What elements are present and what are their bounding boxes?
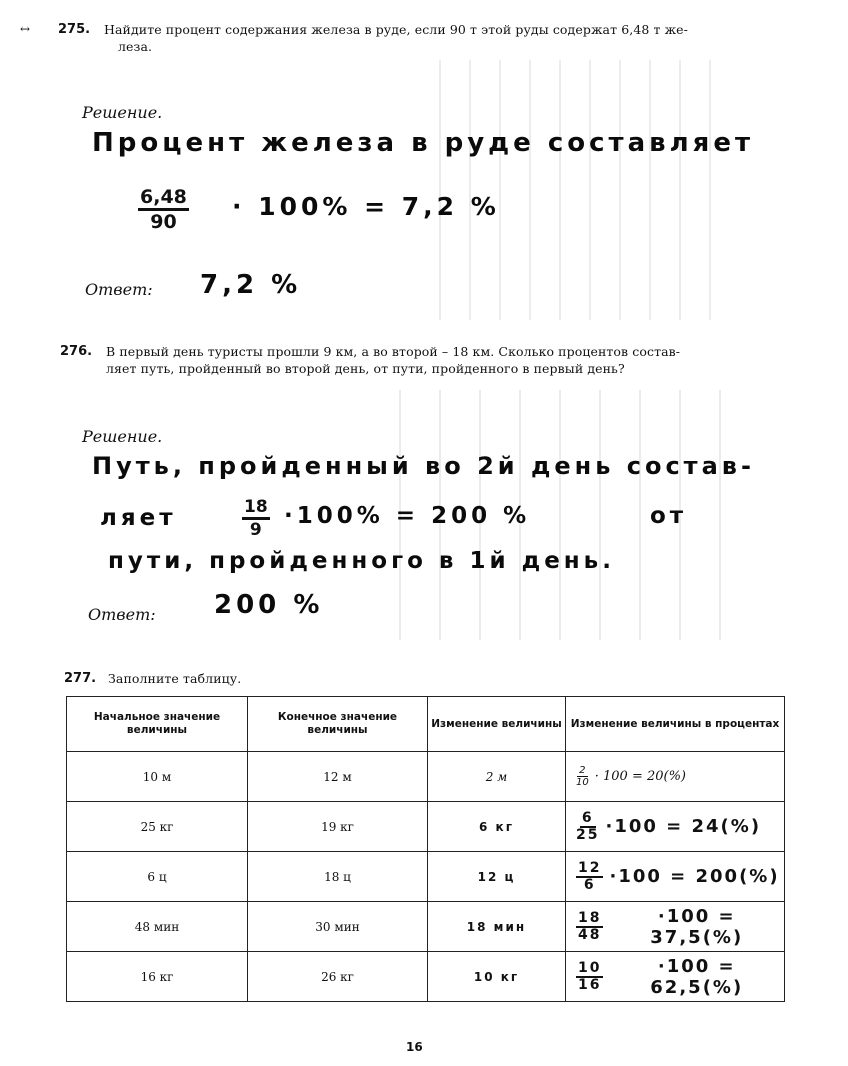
- cell-start: 10 м: [67, 752, 248, 802]
- percent-fraction: 2 10: [576, 765, 589, 788]
- task-275-text-line2: леза.: [118, 39, 153, 54]
- task-276-formula: ·100% = 200 %: [284, 503, 531, 529]
- task-276-handwritten-line1: Путь, пройденный во 2й день состав-: [92, 452, 755, 480]
- cell-end: 26 кг: [248, 952, 428, 1002]
- percent-fraction: 10 16: [578, 959, 602, 993]
- task-275-answer-value: 7,2 %: [200, 270, 302, 300]
- table-row: [67, 802, 785, 852]
- cell-end: 30 мин: [248, 902, 428, 952]
- header-change: Изменение величины: [428, 697, 566, 752]
- task-276-answer-label: Ответ:: [88, 605, 156, 624]
- task-275-solution-label: Решение.: [82, 103, 163, 122]
- cell-percent: [566, 752, 785, 802]
- table-row: [67, 752, 785, 802]
- cell-change: 6 кг: [428, 802, 566, 852]
- cell-start: 16 кг: [67, 952, 248, 1002]
- task-275-handwritten-line1: Процент железа в руде составляет: [92, 128, 755, 158]
- percent-formula: ·100 = 24(%): [605, 816, 762, 837]
- task-277-text: Заполните таблицу.: [108, 671, 242, 686]
- header-end-value: Конечное значение величины: [248, 697, 428, 752]
- values-table: [66, 696, 785, 1002]
- cell-start: 25 кг: [67, 802, 248, 852]
- task-275-fraction: [138, 186, 189, 233]
- task-276-fraction: [242, 497, 270, 540]
- cell-end: 12 м: [248, 752, 428, 802]
- task-276-solution-label: Решение.: [82, 427, 163, 446]
- task-275-number: 275.: [58, 22, 91, 37]
- cell-percent: [566, 902, 785, 952]
- header-start-value: Начальное значение величины: [67, 697, 248, 752]
- fraction-denominator: 9: [249, 520, 262, 540]
- task-276-handwritten-line2-start: ляет: [100, 505, 177, 531]
- task-275-answer-label: Ответ:: [85, 280, 153, 299]
- cell-change: 10 кг: [428, 952, 566, 1002]
- cell-start: 48 мин: [67, 902, 248, 952]
- cell-percent: [566, 802, 785, 852]
- task-276-handwritten-line3: пути, пройденного в 1й день.: [108, 548, 615, 574]
- cell-change: 12 ц: [428, 852, 566, 902]
- table-row: [67, 902, 785, 952]
- fraction-numerator: 6,48: [138, 186, 189, 211]
- header-change-percent: Изменение величины в процентах: [566, 697, 785, 752]
- cell-percent: [566, 852, 785, 902]
- task-276-text-line2: ляет путь, пройденный во второй день, от пути, пройденного в первый день?: [106, 361, 625, 376]
- percent-fraction: 12 6: [578, 859, 602, 893]
- task-276-answer-value: 200 %: [214, 590, 324, 620]
- task-276-text-line1: В первый день туристы прошли 9 км, а во второй – 18 км. Сколько процентов состав-: [106, 344, 681, 359]
- percent-fraction: 18 48: [578, 909, 602, 943]
- table-header-row: [67, 697, 785, 752]
- fraction-denominator: 90: [150, 211, 177, 233]
- percent-formula: ·100 = 62,5(%): [650, 955, 744, 998]
- page-number: 16: [406, 1040, 423, 1054]
- cell-change: 2 м: [428, 752, 566, 802]
- percent-fraction: 6 25: [576, 809, 600, 843]
- task-276-handwritten-line2-end: от: [650, 503, 688, 529]
- cell-percent: [566, 952, 785, 1002]
- task-marker-icon: ↔: [20, 22, 31, 36]
- fraction-numerator: 18: [242, 497, 270, 520]
- task-275-text-line1: Найдите процент содержания железа в руде, если 90 т этой руды содержат 6,48 т же-: [104, 22, 689, 37]
- cell-end: 18 ц: [248, 852, 428, 902]
- task-275-formula: · 100% = 7,2 %: [232, 192, 500, 221]
- task-277-number: 277.: [64, 671, 97, 686]
- cell-end: 19 кг: [248, 802, 428, 852]
- cell-change: 18 мин: [428, 902, 566, 952]
- percent-formula: ·100 = 37,5(%): [650, 905, 744, 948]
- task-276-number: 276.: [60, 344, 93, 359]
- table-row: [67, 952, 785, 1002]
- table-row: [67, 852, 785, 902]
- percent-formula: · 100 = 20(%): [594, 769, 687, 784]
- cell-start: 6 ц: [67, 852, 248, 902]
- percent-formula: ·100 = 200(%): [609, 866, 780, 887]
